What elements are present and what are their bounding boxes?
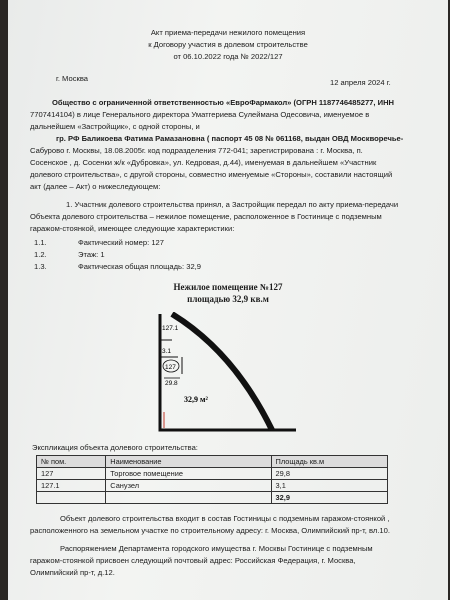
plan-subtitle: площадью 32,9 кв.м (187, 294, 269, 304)
document-page (8, 0, 448, 600)
item-2-num: 1.2. (34, 250, 47, 259)
para3-line-4: гаражом-стоянкой присвоен следующий почтовый адрес: Российская Федерация, г. Москва, (30, 556, 356, 565)
table-caption: Экспликация объекта долевого строительства: (32, 443, 198, 452)
header-area: Площадь кв.м (271, 456, 387, 468)
item-3-text: Фактическая общая площадь: 32,9 (78, 262, 202, 271)
table-total-row (37, 492, 388, 504)
para3-line-5: Олимпийский пр-т, д.12. (30, 568, 115, 577)
item-3-num: 1.3. (34, 262, 47, 271)
plan-label-127: 127 (165, 364, 176, 371)
table-header-row (37, 456, 388, 468)
para1-line-5: Сабурово г. Москвы, 18.08.2005г. код подразделения 772-041; зарегистрирована : г. Москва, п. (30, 146, 363, 155)
para3-line-2: расположенного на земельном участке по строительному адресу: г. Москва, Олимпийский пр-т, вл.10. (30, 526, 390, 535)
plan-label-29-8: 29.8 (165, 380, 178, 387)
para1-line-8: акт (далее – Акт) о нижеследующем: (30, 182, 161, 191)
para3-line-1: Объект долевого строительства входит в состав Гостиницы с подземным гаражом-стоянкой , (60, 514, 390, 523)
header-name: Наименование (106, 456, 271, 468)
title-line-3: от 06.10.2022 года № 2022/127 (173, 52, 283, 61)
item-2-text: Этаж: 1 (78, 250, 105, 259)
plan-label-127-1: 127.1 (162, 325, 179, 332)
header-number: № пом. (37, 456, 106, 468)
city: г. Москва (56, 74, 88, 83)
explication-table (36, 455, 388, 504)
para2-line-2: Объекта долевого строительства – нежилое помещение, расположенное в Гостинице с подземным (30, 212, 382, 221)
plan-label-3-1: 3.1 (162, 348, 172, 355)
para2-line-3: гаражом-стоянкой, имеющее следующие характеристики: (30, 224, 235, 233)
table-row (37, 480, 388, 492)
para1-line-1: Общество с ограниченной ответственностью «ЕвроФармакол» (ОГРН 1187746485277, ИНН (52, 98, 395, 107)
para1-line-6: Сосенское , д. Сосенки ж/к «Дубровка», ул. Кедровая, д.44), именуемая в дальнейшем «Участник (30, 158, 377, 167)
item-1-text: Фактический номер: 127 (78, 238, 164, 247)
date: 12 апреля 2024 г. (330, 78, 391, 87)
floor-plan (154, 312, 304, 432)
para2-line-1: 1. Участник долевого строительства принял, а Застройщик передал по акту приема-передачи (66, 200, 399, 209)
table-row (37, 468, 388, 480)
cell-name: Санузел (106, 480, 271, 492)
plan-title: Нежилое помещение №127 (173, 282, 283, 292)
cell-area: 3,1 (271, 480, 387, 492)
title-line-2: к Договору участия в долевом строительстве (148, 40, 308, 49)
cell-number (37, 492, 106, 504)
para3-line-3: Распоряжением Департамента городского имущества г. Москвы Гостинице с подземным (60, 544, 373, 553)
cell-number: 127.1 (37, 480, 106, 492)
plan-area-label: 32,9 м² (184, 395, 208, 404)
para1-line-3: дальнейшем «Застройщик», с одной стороны, и (30, 122, 200, 131)
para1-line-4: гр. РФ Баликоева Фатима Рамазановна ( паспорт 45 08 № 061168, выдан ОВД Москворечье- (56, 134, 404, 143)
title-line-1: Акт приема-передачи нежилого помещения (150, 28, 306, 37)
cell-number: 127 (37, 468, 106, 480)
cell-area: 29,8 (271, 468, 387, 480)
para1-line-7: долевого строительства», с другой стороны, совместно именуемые «Стороны», составили настоящий (30, 170, 393, 179)
cell-total-area: 32,9 (271, 492, 387, 504)
para1-line-2: 7707414104) в лице Генерального директора Уматгериева Сулеймана Одесовича, именуемое в (30, 110, 370, 119)
cell-name (106, 492, 271, 504)
item-1-num: 1.1. (34, 238, 47, 247)
cell-name: Торговое помещение (106, 468, 271, 480)
